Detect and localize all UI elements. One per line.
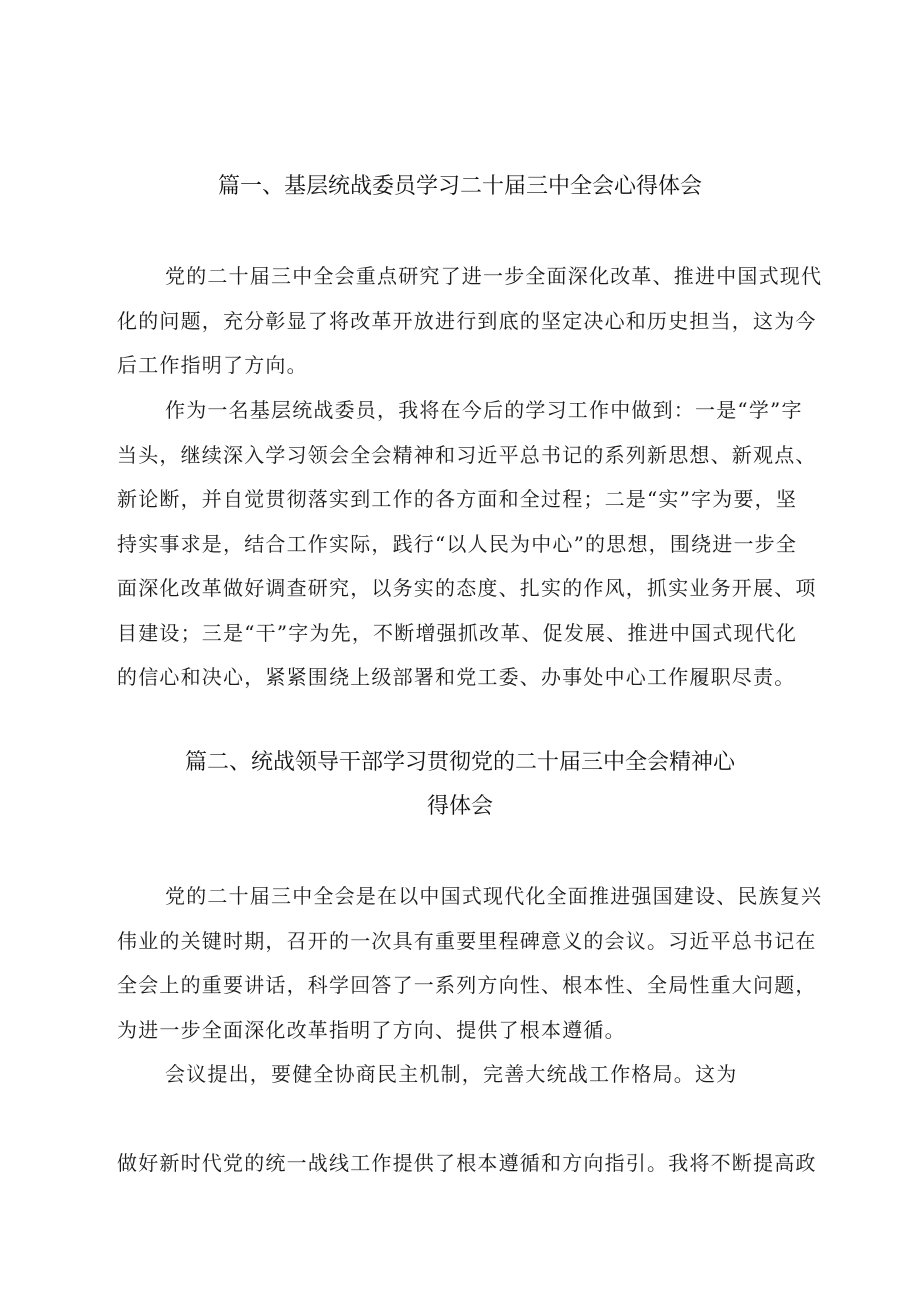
text-line: 党的二十届三中全会重点研究了进一步全面深化改革、推进中国式现代: [165, 264, 823, 288]
text-line: 持实事求是，结合工作实际，践行“以人民为中心”的思想，围绕进一步全: [117, 531, 798, 556]
text-line: 后工作指明了方向。: [117, 353, 308, 377]
text-line: 会议提出，要健全协商民主机制，完善大统战工作格局。这为: [165, 1062, 738, 1086]
section2-paragraph3: [117, 1141, 829, 1186]
section1-title: 篇一、基层统战委员学习二十届三中全会心得体会: [217, 174, 702, 199]
text-line: 当头，继续深入学习领会全会精神和习近平总书记的系列新思想、新观点、: [117, 442, 817, 467]
section2-paragraph1: [117, 874, 829, 1052]
section2-title-line2: 得体会: [426, 794, 493, 819]
text-line: 伟业的关键时期，召开的一次具有重要里程碑意义的会议。习近平总书记在: [117, 928, 817, 953]
text-line: 新论断，并自觉贯彻落实到工作的各方面和全过程；二是“实”字为要，坚: [117, 487, 798, 511]
text-line: 作为一名基层统战委员，我将在今后的学习工作中做到：一是“学”字: [165, 398, 803, 422]
section2-title-line1: 篇二、统战领导干部学习贯彻党的二十届三中全会精神心: [184, 750, 735, 775]
section1-paragraph2: [117, 388, 829, 700]
text-line: 为进一步全面深化改革指明了方向、提供了根本遵循。: [117, 1017, 626, 1042]
section1-paragraph1: [117, 254, 829, 388]
text-line: 化的问题，充分彰显了将改革开放进行到底的坚定决心和历史担当，这为今: [117, 308, 817, 333]
text-line: 党的二十届三中全会是在以中国式现代化全面推进强国建设、民族复兴: [165, 884, 823, 908]
text-line: 的信心和决心，紧紧围绕上级部署和党工委、办事处中心工作履职尽责。: [117, 665, 796, 689]
section2-paragraph2: [117, 1052, 829, 1097]
text-line: 目建设；三是“干”字为先，不断增强抓改革、促发展、推进中国式现代化: [117, 620, 798, 645]
text-line: 面深化改革做好调查研究，以务实的态度、扎实的作风，抓实业务开展、项: [117, 576, 817, 600]
text-line: 做好新时代党的统一战线工作提供了根本遵循和方向指引。我将不断提高政: [117, 1151, 817, 1175]
text-line: 全会上的重要讲话，科学回答了一系列方向性、根本性、全局性重大问题，: [117, 973, 817, 997]
